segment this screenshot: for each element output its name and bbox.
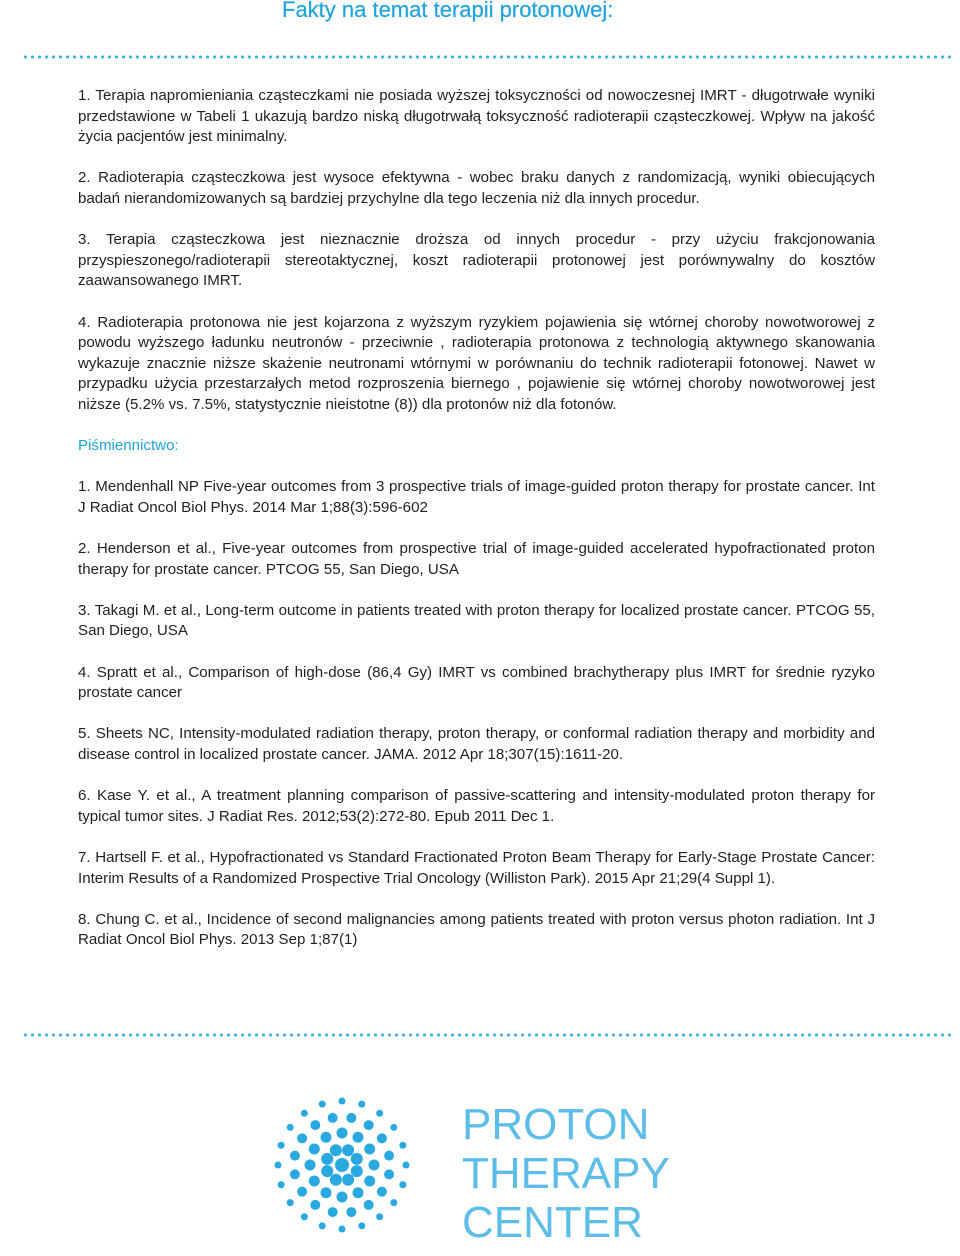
- logo-dot: [339, 1098, 346, 1105]
- logo-dot: [319, 1101, 326, 1108]
- logo-dot: [351, 1153, 363, 1165]
- logo-dot: [321, 1187, 332, 1198]
- logo-dot: [358, 1101, 365, 1108]
- logo-dot: [309, 1144, 320, 1155]
- logo-dot: [330, 1144, 342, 1156]
- logo-dot: [403, 1162, 410, 1169]
- logo-dot: [358, 1222, 365, 1229]
- logo-dot: [342, 1144, 354, 1156]
- logo-dot: [310, 1120, 320, 1130]
- logo-dot: [390, 1124, 397, 1131]
- logo-dot: [290, 1151, 300, 1161]
- logo-dot: [305, 1160, 316, 1171]
- logo-dot: [376, 1110, 383, 1117]
- logo-dot: [369, 1160, 380, 1171]
- logo-dot: [346, 1113, 356, 1123]
- logo-text-line1: PROTON: [462, 1100, 650, 1149]
- logo-dot: [310, 1200, 320, 1210]
- logo-dot: [287, 1199, 294, 1206]
- logo-dot: [351, 1165, 363, 1177]
- logo-dot: [390, 1199, 397, 1206]
- logo-text-line3: CENTER: [462, 1198, 643, 1245]
- logo-dot: [337, 1192, 348, 1203]
- logo-dot: [287, 1124, 294, 1131]
- logo-dot: [278, 1181, 285, 1188]
- fact-3: 3. Terapia cząsteczkowa jest nieznacznie droższa od innych procedur - przy użyciu frakcjonowania przyspieszonego/radioterapii stereotaktycznej, koszt radioterapii protonowej jest porównywalny do kosztów zaawansowanego IMRT.: [78, 231, 875, 290]
- fact-1: 1. Terapia napromieniania cząsteczkami nie posiada wyższej toksyczności od nowoczesnej IMRT - długotrwałe wyniki przedstawione w Tabeli 1 ukazują bardzo niską długotrwałą toksyczność radioterapii cząsteczkowej. Wpływ na jakość życia pacjentów jest minimalny.: [78, 87, 875, 146]
- dotted-divider-top: [22, 55, 952, 59]
- logo-dot: [399, 1181, 406, 1188]
- logo-dot: [290, 1169, 300, 1179]
- main-content: [78, 86, 875, 972]
- logo-text-line2: THERAPY: [462, 1149, 670, 1198]
- dotted-divider-bottom: [22, 1033, 952, 1037]
- logo-dot: [376, 1213, 383, 1220]
- logo-dot: [353, 1132, 364, 1143]
- logo-dot: [377, 1133, 387, 1143]
- logo-dot: [330, 1174, 342, 1186]
- logo-dot-mark: [275, 1098, 410, 1233]
- logo-dot: [275, 1162, 282, 1169]
- fact-4: 4. Radioterapia protonowa nie jest kojarzona z wyższym ryzykiem pojawienia się wtórnej choroby nowotworowej z powodu wyższego ładunku neutronów - przeciwnie , radioterapia protonowa z technologią aktywnego skanowania wykazuje znacznie niższe skażenie neutronami wtórnymi w porównaniu do technik radioterapii fotonowej. Nawet w przypadku użycia przestarzałych metod rozproszenia biernego , pojawienie się wtórnej choroby nowotworowej jest niższe (5.2% vs. 7.5%, statystycznie nieistotne (8)) dla protonów niż dla fotonów.: [78, 313, 875, 413]
- logo-dot: [319, 1222, 326, 1229]
- logo-dot: [321, 1132, 332, 1143]
- reference-8: 8. Chung C. et al., Incidence of second malignancies among patients treated with proton versus photon radiation. Int J Radiat Oncol Biol Phys. 2013 Sep 1;87(1): [78, 910, 875, 949]
- logo-dot: [364, 1200, 374, 1210]
- reference-4: 4. Spratt et al., Comparison of high-dose (86,4 Gy) IMRT vs combined brachytherapy plus IMRT for średnie ryzyko prostate cancer: [78, 663, 875, 702]
- proton-therapy-center-logo: [270, 1085, 690, 1245]
- logo-dot: [364, 1144, 375, 1155]
- logo-dot: [342, 1174, 354, 1186]
- logo-dot: [301, 1110, 308, 1117]
- logo-dot: [328, 1113, 338, 1123]
- logo-dot: [297, 1133, 307, 1143]
- logo-dot: [364, 1120, 374, 1130]
- reference-6: 6. Kase Y. et al., A treatment planning comparison of passive-scattering and intensity-modulated proton therapy for typical tumor sites. J Radiat Res. 2012;53(2):272-80. Epub 2011 Dec 1.: [78, 787, 875, 825]
- logo-dot: [384, 1169, 394, 1179]
- reference-1: 1. Mendenhall NP Five-year outcomes from 3 prospective trials of image-guided proton therapy for prostate cancer. Int J Radiat Oncol Biol Phys. 2014 Mar 1;88(3):596-602: [78, 478, 875, 516]
- logo-dot: [297, 1187, 307, 1197]
- logo-dot: [346, 1207, 356, 1217]
- logo-dot: [301, 1213, 308, 1220]
- logo-dot: [309, 1176, 320, 1187]
- logo-dot: [353, 1187, 364, 1198]
- logo-dot: [328, 1207, 338, 1217]
- fact-2: 2. Radioterapia cząsteczkowa jest wysoce efektywna - wobec braku danych z randomizacją, wyniki obiecujących badań nierandomizowanych są bardziej przychylne dla tego leczenia niż dla innych procedur.: [78, 169, 875, 207]
- bibliography-heading: Piśmiennictwo:: [78, 437, 179, 455]
- logo-dot: [339, 1226, 346, 1233]
- reference-5: 5. Sheets NC, Intensity-modulated radiation therapy, proton therapy, or conformal radiation therapy and morbidity and disease control in localized prostate cancer. JAMA. 2012 Apr 18;307(15):1611-20.: [78, 725, 875, 763]
- reference-3: 3. Takagi M. et al., Long-term outcome in patients treated with proton therapy for localized prostate cancer. PTCOG 55, San Diego, USA: [78, 601, 875, 640]
- logo-dot: [321, 1165, 333, 1177]
- page-title: Fakty na temat terapii protonowej:: [282, 0, 614, 22]
- logo-dot: [364, 1176, 375, 1187]
- logo-dot: [377, 1187, 387, 1197]
- logo-dot: [335, 1158, 349, 1172]
- logo-dot: [399, 1142, 406, 1149]
- reference-7: 7. Hartsell F. et al., Hypofractionated vs Standard Fractionated Proton Beam Therapy for Early-Stage Prostate Cancer: Interim Results of a Randomized Prospective Trial Oncology (Williston Park). 2015 Apr 21;29(4 Suppl 1).: [78, 848, 875, 887]
- logo-dot: [337, 1128, 348, 1139]
- logo-dot: [278, 1142, 285, 1149]
- logo-dot: [384, 1151, 394, 1161]
- reference-2: 2. Henderson et al., Five-year outcomes from prospective trial of image-guided accelerated hypofractionated proton therapy for prostate cancer. PTCOG 55, San Diego, USA: [78, 540, 875, 578]
- logo-dot: [321, 1153, 333, 1165]
